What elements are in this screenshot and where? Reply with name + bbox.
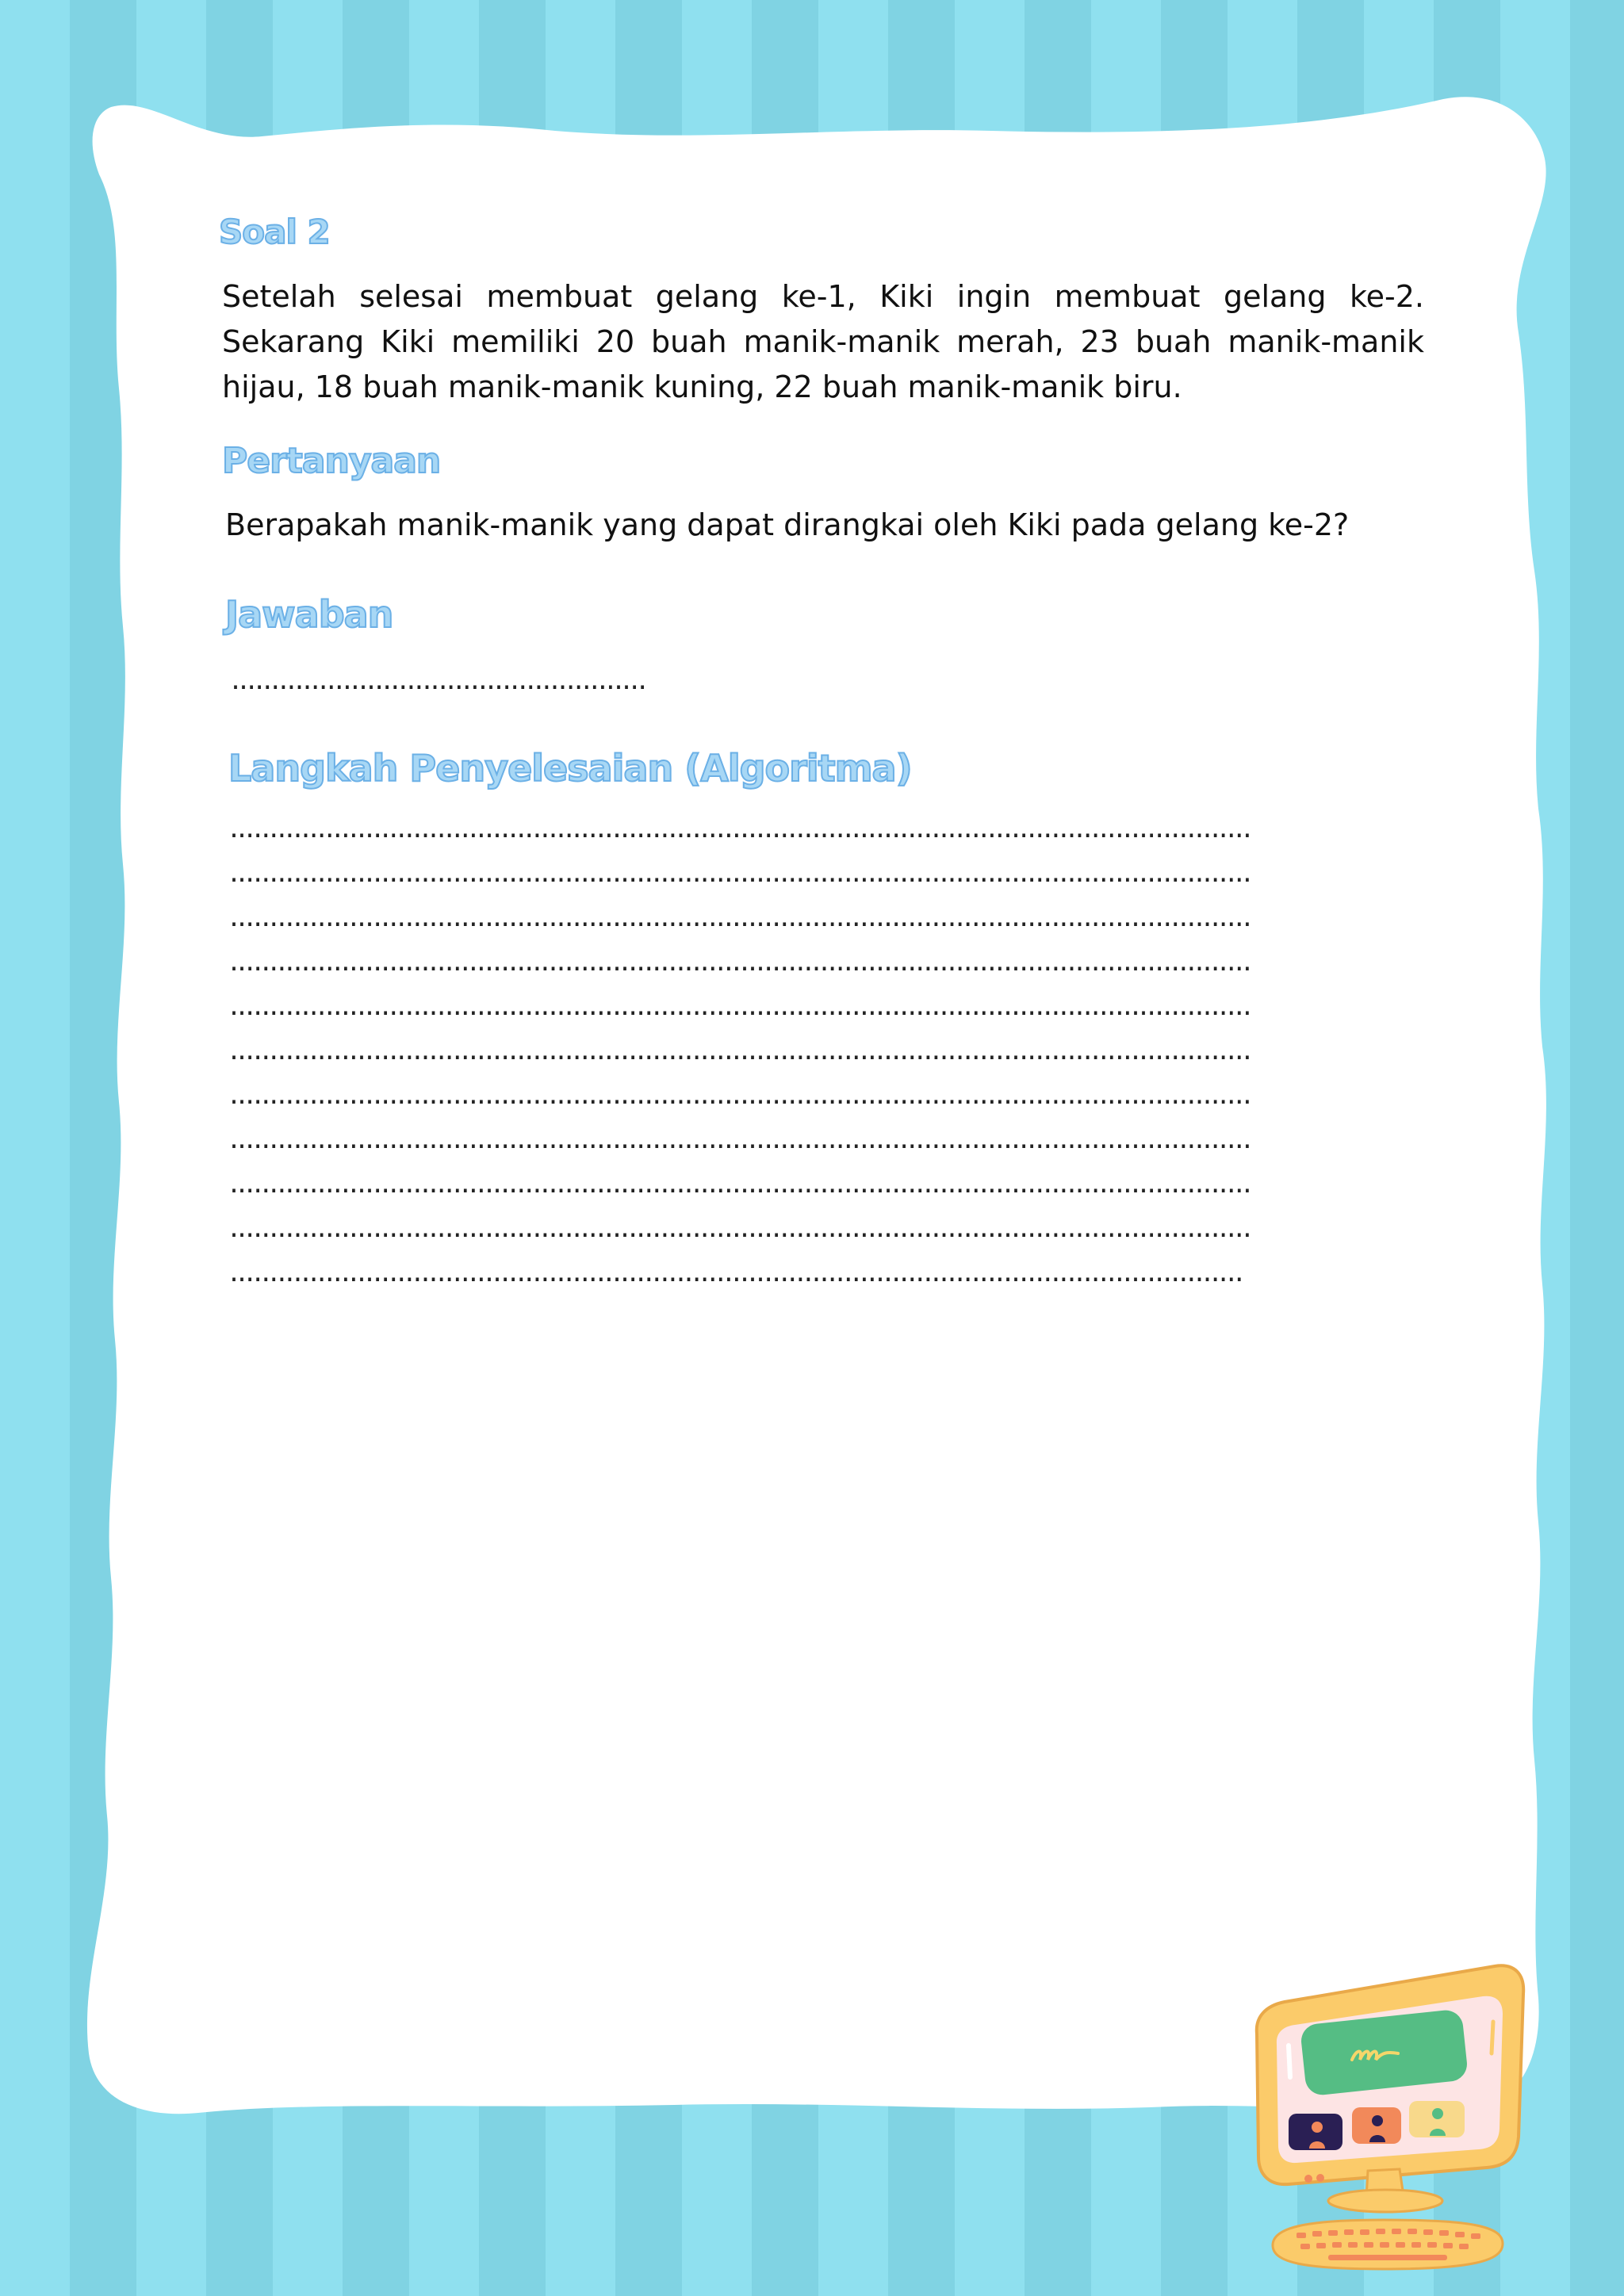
langkah-line[interactable]: ................................................................................................................................ [227, 949, 1248, 977]
soal-title: Soal 2 [219, 212, 330, 251]
soal-body: Setelah selesai membuat gelang ke-1, Kiki ingin membuat gelang ke-2. Sekarang Kiki memiliki 20 buah manik-manik merah, 23 buah manik-manik hijau, 18 buah manik-manik kuning, 22 buah manik-manik biru. [222, 279, 1424, 404]
langkah-line[interactable]: ................................................................................................................................ [227, 1171, 1248, 1199]
jawaban-title: Jawaban [225, 593, 393, 636]
langkah-line[interactable]: ................................................................................................................................ [227, 1038, 1248, 1066]
langkah-line[interactable]: ................................................................................................................................ [227, 993, 1248, 1021]
pertanyaan-body: Berapakah manik-manik yang dapat dirangkai oleh Kiki pada gelang ke-2? [225, 507, 1350, 542]
langkah-line[interactable]: ................................................................................................................................ [227, 1127, 1248, 1154]
langkah-line[interactable]: ................................................................................................................................ [227, 816, 1248, 844]
jawaban-answer-line[interactable]: .................................................... [228, 668, 644, 695]
langkah-line[interactable]: ................................................................................................................................ [227, 1215, 1248, 1243]
langkah-line[interactable]: ................................................................................................................................ [227, 905, 1248, 932]
computer-icon [1241, 1958, 1534, 2283]
pertanyaan-title: Pertanyaan [222, 441, 441, 481]
langkah-line[interactable]: ............................................................................................................................... [227, 1260, 1240, 1288]
langkah-line[interactable]: ................................................................................................................................ [227, 860, 1248, 888]
langkah-line[interactable]: ................................................................................................................................ [227, 1082, 1248, 1110]
langkah-title: Langkah Penyelesaian (Algoritma) [228, 747, 912, 790]
